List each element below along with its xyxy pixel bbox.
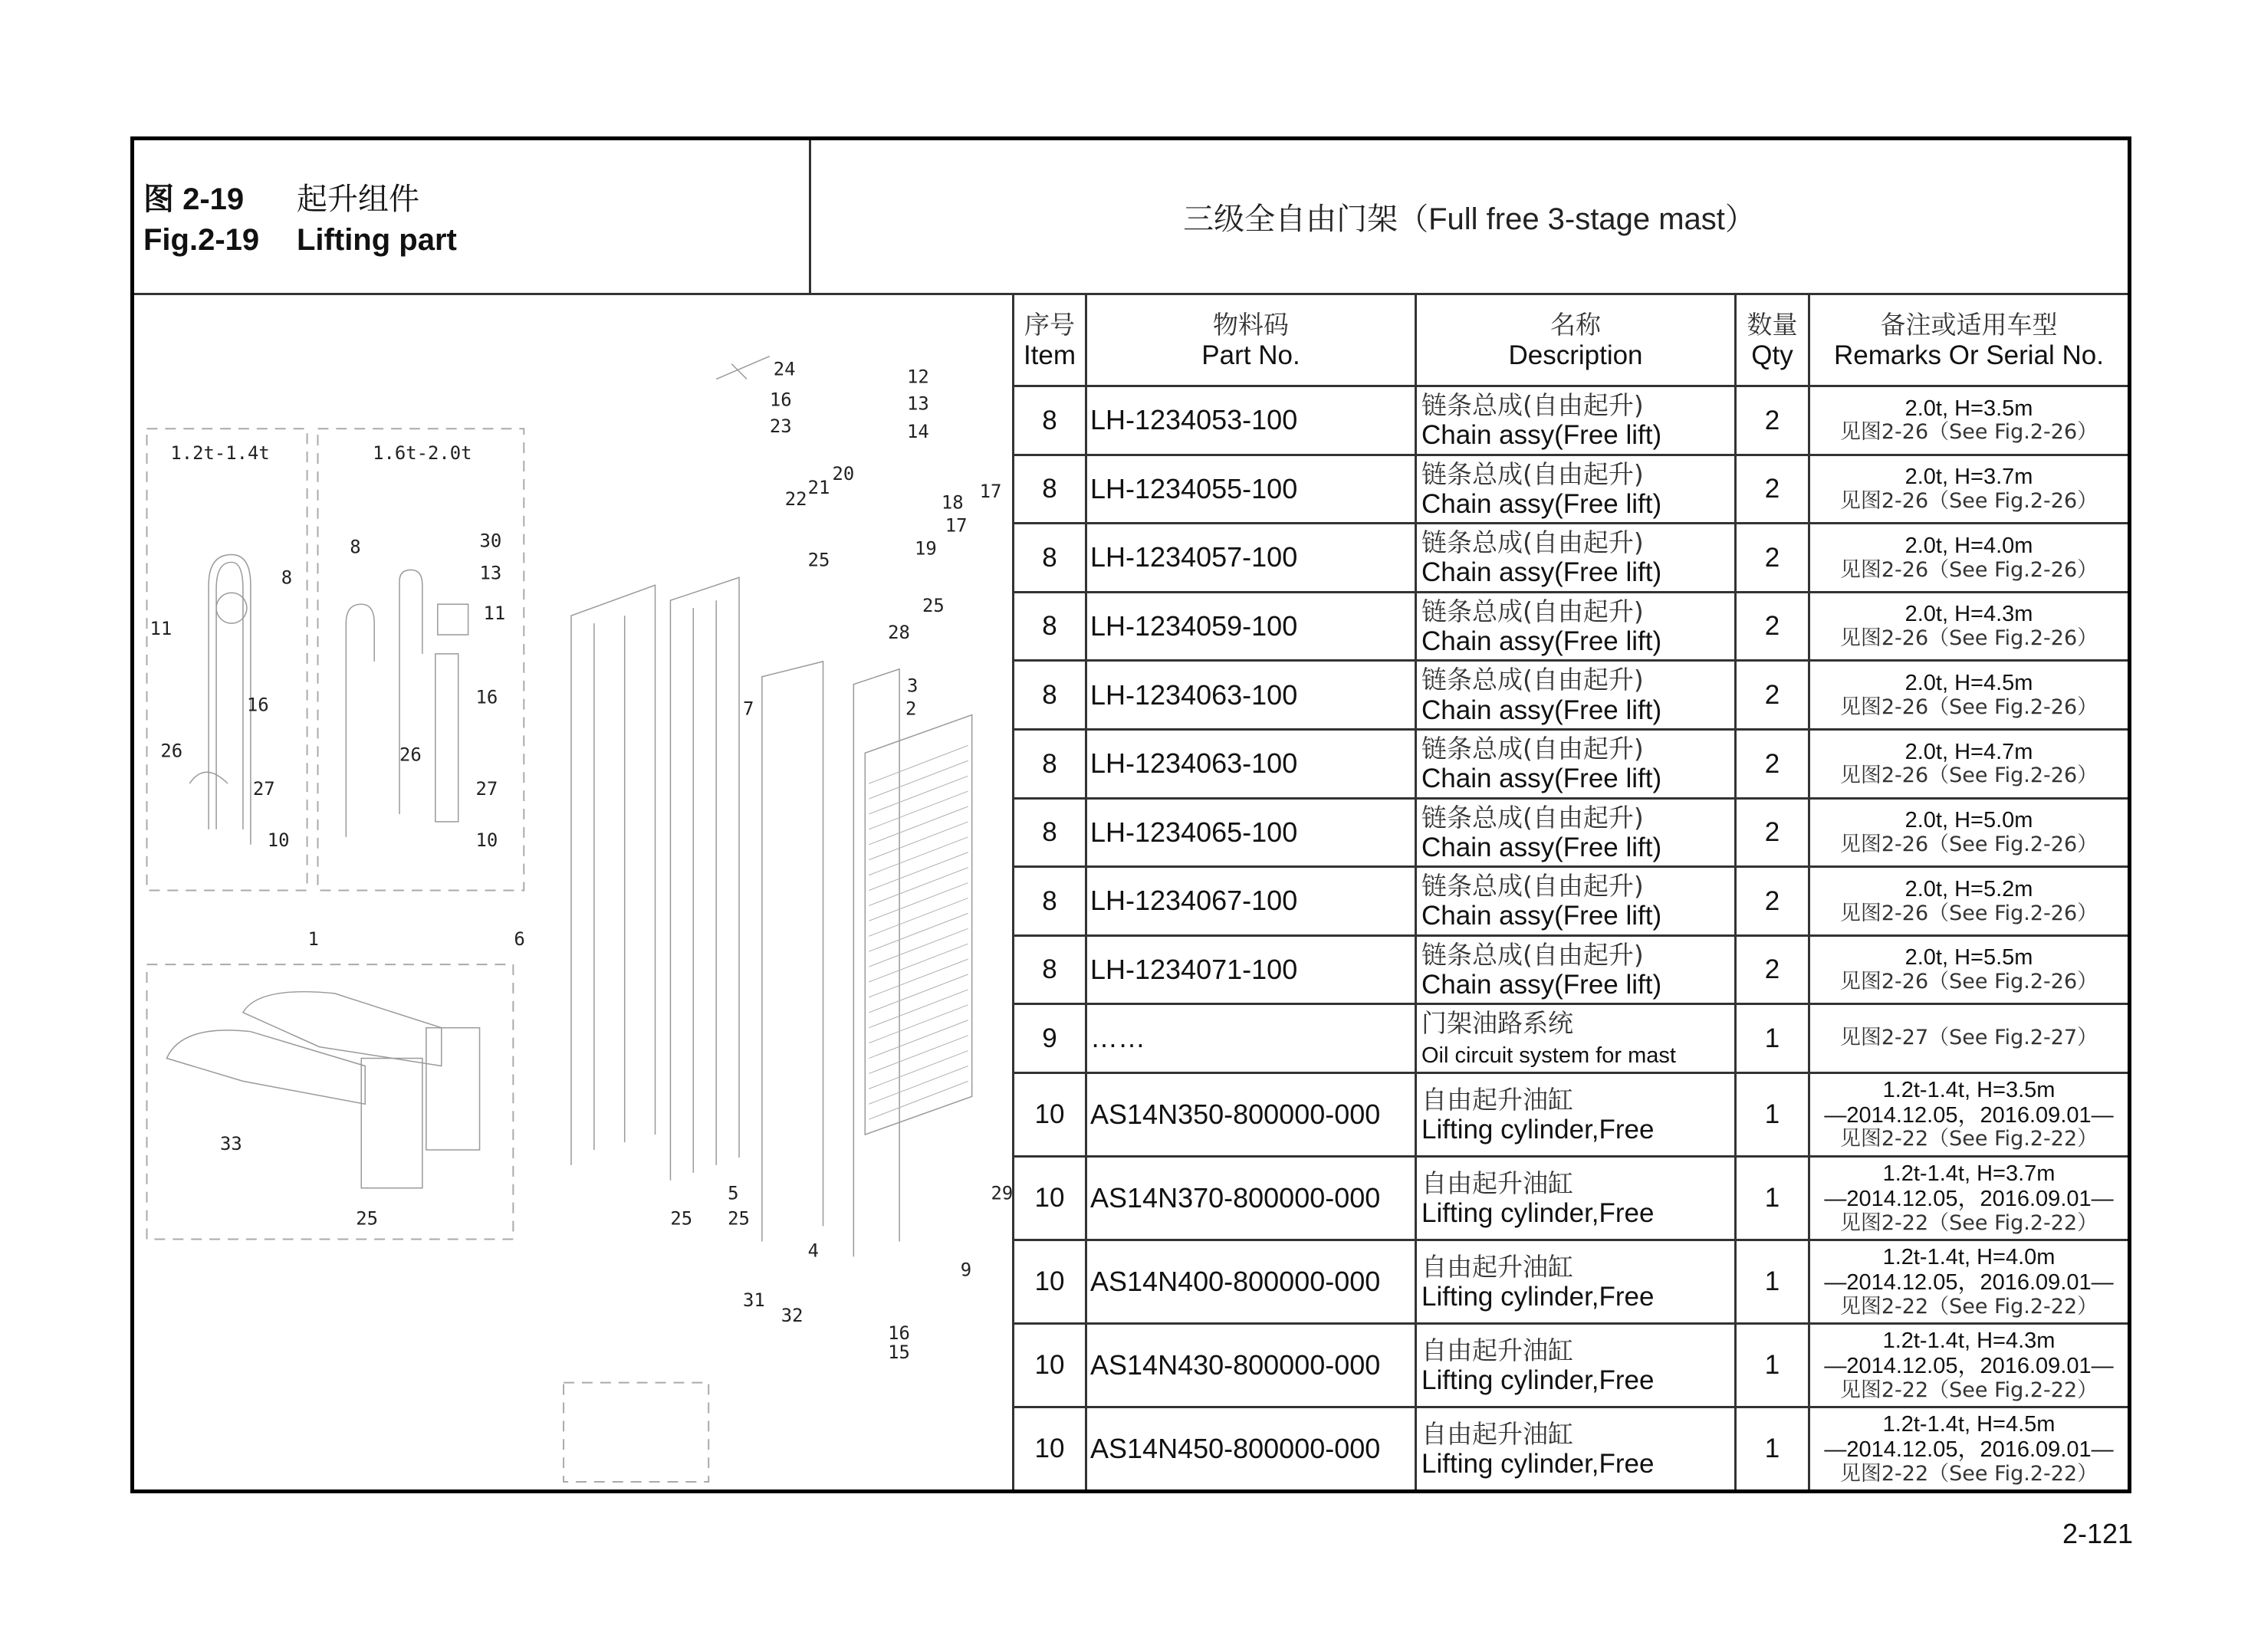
parts-list-table [1012, 295, 2128, 1489]
svg-text:8: 8 [350, 536, 361, 558]
item-number: 8 [1014, 524, 1086, 593]
quantity: 2 [1736, 592, 1809, 661]
description [1416, 729, 1736, 798]
remark-serial: —2014.12.05，2016.09.01— [1824, 1102, 2114, 1128]
part-number: AS14N400-800000-000 [1086, 1240, 1416, 1324]
remarks [1809, 1324, 2128, 1407]
remarks [1809, 1156, 2128, 1240]
description-en: Chain assy(Free lift) [1421, 764, 1662, 794]
remark-see-fig: 见图2-22（See Fig.2-22） [1839, 1378, 2098, 1402]
svg-text:25: 25 [807, 549, 830, 571]
part-number: LH-1234053-100 [1086, 386, 1416, 455]
table-row [1014, 1004, 2128, 1073]
remarks [1809, 386, 2128, 455]
table-header-row [1014, 295, 2128, 386]
remark-model: 2.0t, H=5.2m [1904, 876, 2033, 902]
remark-model: 1.2t-1.4t, H=4.3m [1882, 1328, 2056, 1354]
part-number: LH-1234063-100 [1086, 661, 1416, 730]
quantity: 2 [1736, 729, 1809, 798]
section-header [811, 140, 2128, 295]
quantity: 1 [1736, 1156, 1809, 1240]
remark-serial: —2014.12.05，2016.09.01— [1824, 1437, 2114, 1462]
remark-model: 2.0t, H=4.5m [1904, 671, 2033, 696]
svg-text:31: 31 [743, 1289, 765, 1312]
item-number: 10 [1014, 1156, 1086, 1240]
remark-model: 1.2t-1.4t, H=4.0m [1882, 1245, 2056, 1269]
figure-title-en: Lifting part [297, 223, 457, 257]
remark-see-fig: 见图2-26（See Fig.2-26） [1839, 832, 2098, 856]
table-row [1014, 1324, 2128, 1407]
remark-see-fig: 见图2-26（See Fig.2-26） [1839, 420, 2098, 445]
remark-serial: —2014.12.05，2016.09.01— [1824, 1269, 2114, 1295]
part-number: LH-1234063-100 [1086, 729, 1416, 798]
svg-text:10: 10 [475, 829, 498, 851]
table-row [1014, 1240, 2128, 1324]
description-cn: 链条总成(自由起升) [1421, 458, 1644, 489]
description-cn: 自由起升油缸 [1421, 1335, 1573, 1365]
remark-model: 2.0t, H=5.5m [1904, 945, 2033, 971]
remark-see-fig: 见图2-22（See Fig.2-22） [1839, 1127, 2098, 1151]
remark-see-fig: 见图2-22（See Fig.2-22） [1839, 1210, 2098, 1235]
part-number: LH-1234059-100 [1086, 592, 1416, 661]
quantity: 1 [1736, 1407, 1809, 1489]
table-row [1014, 455, 2128, 524]
remark-see-fig: 见图2-26（See Fig.2-26） [1839, 764, 2098, 788]
part-number: LH-1234071-100 [1086, 935, 1416, 1004]
part-number: LH-1234055-100 [1086, 455, 1416, 524]
item-number: 9 [1014, 1004, 1086, 1073]
svg-text:30: 30 [479, 530, 502, 552]
header-item: 序号 Item [1014, 295, 1086, 386]
exploded-parts-diagram [134, 295, 1012, 1489]
part-number: …… [1086, 1004, 1416, 1073]
quantity: 1 [1736, 1004, 1809, 1073]
description-cn: 自由起升油缸 [1421, 1168, 1573, 1198]
remark-model: 2.0t, H=4.7m [1904, 739, 2033, 764]
description [1416, 455, 1736, 524]
svg-text:25: 25 [670, 1207, 693, 1230]
part-number: AS14N350-800000-000 [1086, 1072, 1416, 1156]
table-row [1014, 935, 2128, 1004]
figure-caption-cn [143, 175, 419, 218]
svg-text:23: 23 [769, 415, 792, 438]
description-cn: 链条总成(自由起升) [1421, 802, 1644, 833]
svg-text:22: 22 [784, 488, 807, 510]
svg-text:21: 21 [807, 476, 830, 498]
remark-model: 2.0t, H=3.5m [1904, 396, 2033, 421]
description-en: Chain assy(Free lift) [1421, 901, 1662, 931]
item-number: 8 [1014, 592, 1086, 661]
remark-see-fig: 见图2-26（See Fig.2-26） [1839, 695, 2098, 719]
svg-text:1: 1 [307, 928, 319, 951]
remarks [1809, 1072, 2128, 1156]
item-number: 10 [1014, 1407, 1086, 1489]
item-number: 8 [1014, 386, 1086, 455]
remark-model: 2.0t, H=4.3m [1904, 602, 2033, 627]
quantity: 2 [1736, 661, 1809, 730]
description-en: Lifting cylinder,Free [1421, 1365, 1655, 1396]
svg-text:26: 26 [160, 740, 183, 762]
item-number: 10 [1014, 1072, 1086, 1156]
remarks [1809, 592, 2128, 661]
mast-exploded-view-illustration [134, 295, 1012, 1489]
svg-text:12: 12 [907, 366, 929, 388]
remarks [1809, 867, 2128, 936]
svg-text:32: 32 [781, 1304, 804, 1326]
description-en: Lifting cylinder,Free [1421, 1449, 1655, 1480]
remark-model: 2.0t, H=4.0m [1904, 533, 2033, 558]
quantity: 2 [1736, 935, 1809, 1004]
page-number: 2-121 [2062, 1518, 2134, 1549]
svg-text:27: 27 [475, 778, 498, 800]
table-row [1014, 729, 2128, 798]
description [1416, 1324, 1736, 1407]
remark-see-fig: 见图2-27（See Fig.2-27） [1839, 1026, 2098, 1050]
table-row [1014, 592, 2128, 661]
description [1416, 524, 1736, 593]
svg-text:27: 27 [252, 778, 275, 800]
description-cn: 链条总成(自由起升) [1421, 390, 1644, 421]
description [1416, 798, 1736, 867]
table-row [1014, 386, 2128, 455]
description-en: Chain assy(Free lift) [1421, 832, 1662, 862]
description-cn: 链条总成(自由起升) [1421, 665, 1644, 695]
description-en: Lifting cylinder,Free [1421, 1114, 1655, 1145]
header-part-no: 物料码 Part No. [1086, 295, 1416, 386]
svg-text:20: 20 [832, 462, 855, 484]
svg-text:7: 7 [743, 698, 754, 720]
part-number: AS14N370-800000-000 [1086, 1156, 1416, 1240]
header-remarks: 备注或适用车型 Remarks Or Serial No. [1809, 295, 2128, 386]
part-number: AS14N430-800000-000 [1086, 1324, 1416, 1407]
figure-number-en: Fig.2-19 [143, 223, 260, 257]
svg-text:13: 13 [907, 392, 929, 415]
table-row [1014, 1407, 2128, 1489]
description [1416, 935, 1736, 1004]
remark-see-fig: 见图2-26（See Fig.2-26） [1839, 557, 2098, 582]
description-cn: 链条总成(自由起升) [1421, 734, 1644, 764]
table-row [1014, 1156, 2128, 1240]
remark-model: 2.0t, H=5.0m [1904, 808, 2033, 833]
svg-text:25: 25 [356, 1207, 379, 1230]
description-cn: 链条总成(自由起升) [1421, 596, 1644, 626]
quantity: 1 [1736, 1072, 1809, 1156]
description [1416, 386, 1736, 455]
svg-text:16: 16 [246, 694, 269, 716]
description [1416, 867, 1736, 936]
table-row [1014, 798, 2128, 867]
remarks [1809, 1240, 2128, 1324]
svg-text:16: 16 [475, 686, 498, 708]
svg-text:11: 11 [483, 603, 506, 625]
svg-text:15: 15 [888, 1341, 910, 1363]
quantity: 1 [1736, 1240, 1809, 1324]
quantity: 2 [1736, 524, 1809, 593]
svg-text:14: 14 [907, 421, 929, 443]
description-cn: 自由起升油缸 [1421, 1418, 1573, 1449]
remark-model: 1.2t-1.4t, H=4.5m [1882, 1412, 2056, 1437]
svg-text:19: 19 [914, 537, 937, 560]
quantity: 2 [1736, 798, 1809, 867]
remark-see-fig: 见图2-26（See Fig.2-26） [1839, 626, 2098, 651]
remarks [1809, 455, 2128, 524]
part-number: LH-1234067-100 [1086, 867, 1416, 936]
quantity: 2 [1736, 867, 1809, 936]
remark-model: 1.2t-1.4t, H=3.7m [1882, 1161, 2056, 1186]
table-row [1014, 524, 2128, 593]
figure-number-cn: 图 2-19 [143, 182, 245, 216]
description [1416, 592, 1736, 661]
figure-title-cn: 起升组件 [297, 182, 419, 217]
description [1416, 1407, 1736, 1489]
parts-page-frame [130, 136, 2131, 1493]
item-number: 8 [1014, 455, 1086, 524]
description-cn: 自由起升油缸 [1421, 1084, 1573, 1115]
item-number: 10 [1014, 1240, 1086, 1324]
part-number: LH-1234065-100 [1086, 798, 1416, 867]
svg-text:11: 11 [150, 618, 173, 640]
section-title: 三级全自由门架（Full free 3-stage mast） [1183, 202, 1756, 236]
description [1416, 1072, 1736, 1156]
variant-label-2: 1.6t-2.0t [373, 442, 472, 465]
description-en: Chain assy(Free lift) [1421, 557, 1662, 588]
table-row [1014, 1072, 2128, 1156]
remarks [1809, 1407, 2128, 1489]
remarks [1809, 661, 2128, 730]
remark-model: 1.2t-1.4t, H=3.5m [1882, 1077, 2056, 1102]
description-cn: 链条总成(自由起升) [1421, 871, 1644, 902]
figure-caption-en [143, 223, 457, 258]
description-cn: 链条总成(自由起升) [1421, 939, 1644, 970]
remark-see-fig: 见图2-22（See Fig.2-22） [1839, 1461, 2098, 1486]
remarks [1809, 524, 2128, 593]
remark-serial: —2014.12.05，2016.09.01— [1824, 1353, 2114, 1378]
description-en: Chain assy(Free lift) [1421, 970, 1662, 1000]
description-en: Oil circuit system for mast [1421, 1043, 1676, 1068]
quantity: 2 [1736, 386, 1809, 455]
remarks [1809, 729, 2128, 798]
svg-text:9: 9 [960, 1259, 972, 1281]
svg-text:25: 25 [922, 595, 945, 617]
svg-text:6: 6 [514, 928, 525, 951]
svg-text:16: 16 [769, 389, 792, 411]
svg-text:3: 3 [907, 675, 919, 697]
svg-text:18: 18 [941, 491, 964, 514]
description-en: Chain assy(Free lift) [1421, 420, 1662, 451]
description [1416, 1156, 1736, 1240]
svg-text:33: 33 [220, 1132, 242, 1154]
svg-text:5: 5 [728, 1182, 739, 1204]
quantity: 1 [1736, 1324, 1809, 1407]
svg-text:25: 25 [728, 1207, 750, 1230]
svg-text:8: 8 [281, 567, 293, 589]
description-en: Lifting cylinder,Free [1421, 1282, 1655, 1312]
description-en: Chain assy(Free lift) [1421, 488, 1662, 519]
item-number: 8 [1014, 798, 1086, 867]
part-number: LH-1234057-100 [1086, 524, 1416, 593]
header-qty: 数量 Qty [1736, 295, 1809, 386]
svg-text:28: 28 [888, 621, 910, 643]
part-number: AS14N450-800000-000 [1086, 1407, 1416, 1489]
description [1416, 661, 1736, 730]
description [1416, 1004, 1736, 1073]
description-cn: 门架油路系统 [1421, 1008, 1573, 1039]
description [1416, 1240, 1736, 1324]
table-row [1014, 661, 2128, 730]
remark-see-fig: 见图2-22（See Fig.2-22） [1839, 1294, 2098, 1319]
item-number: 10 [1014, 1324, 1086, 1407]
item-number: 8 [1014, 935, 1086, 1004]
description-cn: 自由起升油缸 [1421, 1251, 1573, 1282]
svg-text:10: 10 [267, 829, 290, 851]
table-row [1014, 867, 2128, 936]
svg-text:29: 29 [991, 1182, 1012, 1204]
svg-text:26: 26 [399, 744, 422, 766]
svg-text:2: 2 [905, 698, 917, 720]
item-number: 8 [1014, 729, 1086, 798]
remark-serial: —2014.12.05，2016.09.01— [1824, 1186, 2114, 1211]
description-en: Chain assy(Free lift) [1421, 695, 1662, 725]
header-description: 名称 Description [1416, 295, 1736, 386]
remark-model: 2.0t, H=3.7m [1904, 465, 2033, 490]
remarks [1809, 935, 2128, 1004]
svg-text:17: 17 [979, 480, 1002, 502]
svg-text:17: 17 [945, 514, 968, 537]
quantity: 2 [1736, 455, 1809, 524]
svg-text:24: 24 [773, 358, 796, 380]
svg-text:13: 13 [479, 562, 502, 584]
remark-see-fig: 见图2-26（See Fig.2-26） [1839, 489, 2098, 514]
remark-see-fig: 见图2-26（See Fig.2-26） [1839, 901, 2098, 925]
description-en: Lifting cylinder,Free [1421, 1197, 1655, 1228]
svg-text:4: 4 [807, 1240, 819, 1262]
item-number: 8 [1014, 661, 1086, 730]
description-en: Chain assy(Free lift) [1421, 626, 1662, 657]
svg-text:16: 16 [888, 1322, 910, 1344]
remarks [1809, 798, 2128, 867]
remark-see-fig: 见图2-26（See Fig.2-26） [1839, 970, 2098, 994]
description-cn: 链条总成(自由起升) [1421, 527, 1644, 558]
variant-label-1: 1.2t-1.4t [170, 442, 270, 465]
remarks [1809, 1004, 2128, 1073]
figure-caption [134, 140, 811, 295]
item-number: 8 [1014, 867, 1086, 936]
